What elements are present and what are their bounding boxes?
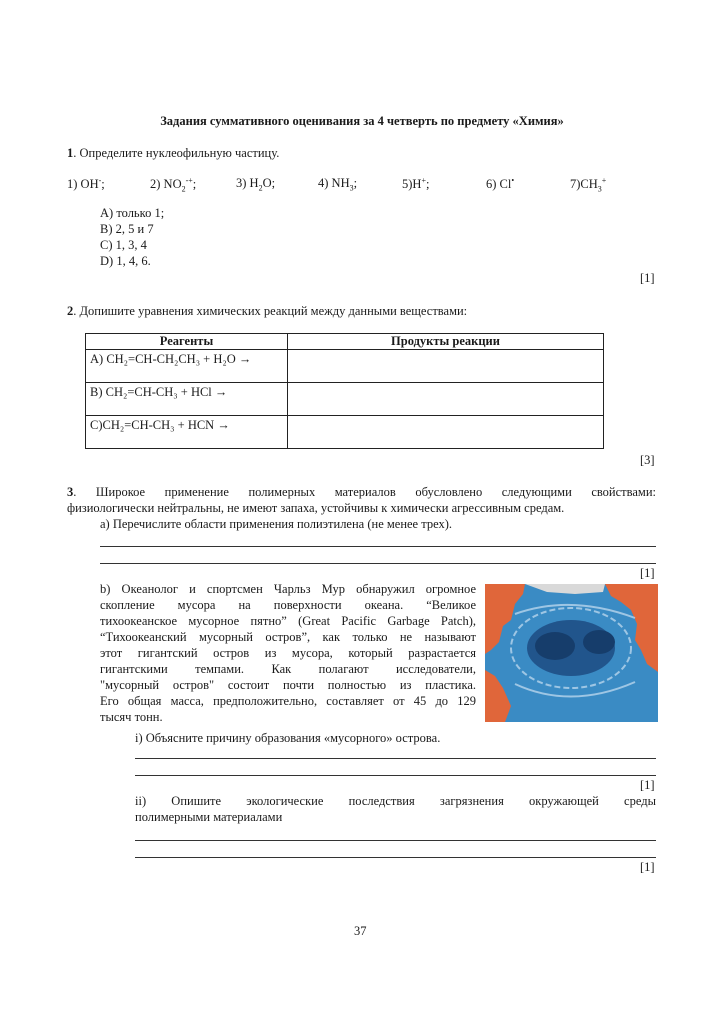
reactions-table bbox=[85, 333, 604, 449]
q3-part-ii-line2: полимерными материалами bbox=[135, 810, 283, 824]
q3-prompt-line2: физиологически нейтральны, не имеют запаха, устойчивы к химически агрессивным средам. bbox=[67, 501, 565, 515]
table-row bbox=[86, 350, 604, 383]
product-cell[interactable] bbox=[288, 383, 604, 416]
q3-b-line-4: “Тихоокеанский мусорный остров”, как только не называют bbox=[100, 630, 476, 644]
q2-score: [3] bbox=[640, 453, 655, 467]
q3-b-line-9: тысяч тонн. bbox=[100, 710, 163, 724]
page-title: Задания суммативного оценивания за 4 четверть по предмету «Химия» bbox=[160, 114, 564, 128]
q1-option-c: C) 1, 3, 4 bbox=[100, 238, 147, 252]
q1-particle-2: 2) $NO_2^{-+}$; bbox=[150, 176, 197, 194]
q3-b-line-1: b) Океанолог и спортсмен Чарльз Мур обнаружил огромное bbox=[100, 582, 476, 596]
q3-b-line-5: этот гигантский остров из мусора, который разрастается bbox=[100, 646, 476, 660]
product-cell[interactable] bbox=[288, 416, 604, 449]
answer-line[interactable] bbox=[135, 840, 656, 841]
q3-b-line-7: "мусорный остров" состоит почти полностью из пластика. bbox=[100, 678, 476, 692]
answer-line[interactable] bbox=[100, 546, 656, 547]
q1-particle-5: 5)H+; bbox=[402, 176, 430, 192]
reagent-cell: B) CH₂=CH-CH₃ + HCl → bbox=[86, 383, 288, 416]
answer-line[interactable] bbox=[135, 758, 656, 759]
q1-particle-7: $7)CH_3^+$ bbox=[570, 176, 607, 194]
q3-b-line-8: Его общая масса, предположительно, составляет от 45 до 129 bbox=[100, 694, 476, 708]
page-number: 37 bbox=[354, 924, 367, 938]
q1-number: 1 bbox=[67, 146, 74, 160]
q3-part-ii-line1: ii) Опишите экологические последствия загрязнения окружающей среды bbox=[135, 794, 656, 808]
header-products: Продукты реакции bbox=[288, 334, 604, 350]
answer-line[interactable] bbox=[135, 857, 656, 858]
pacific-ocean-map-icon bbox=[485, 584, 658, 722]
reagent-cell: A) CH₂=CH-CH₂CH₃ + H₂O → bbox=[86, 350, 288, 383]
answer-line[interactable] bbox=[135, 775, 656, 776]
q3-a-score: [1] bbox=[640, 566, 655, 580]
q3-number: 3 bbox=[67, 485, 74, 499]
q3-b-line-3: тихоокеанское мусорное пятно” (Great Pacific Garbage Patch), bbox=[100, 614, 476, 628]
table-header-row bbox=[86, 334, 604, 350]
q3-b-line-2: скопление мусора на поверхности океана. “Великое bbox=[100, 598, 476, 612]
q1-particle-6: 6) Cl• bbox=[486, 176, 515, 192]
q1-option-a: A) только 1; bbox=[100, 206, 165, 220]
garbage-patch-map-image bbox=[485, 584, 658, 722]
q3-i-score: [1] bbox=[640, 778, 655, 792]
q1-particle-4: 4) $NH_3$; bbox=[318, 176, 358, 193]
q1-score: [1] bbox=[640, 271, 655, 285]
q3-part-a: a) Перечислите области применения полиэтилена (не менее трех). bbox=[100, 517, 453, 531]
q2-number: 2 bbox=[67, 304, 74, 318]
q1-option-d: D) 1, 4, 6. bbox=[100, 254, 151, 268]
q1-prompt bbox=[67, 146, 279, 161]
answer-line[interactable] bbox=[100, 563, 656, 564]
q3-part-i: i) Объясните причину образования «мусорного» острова. bbox=[135, 731, 441, 745]
header-reagents: Реагенты bbox=[86, 334, 288, 350]
q1-option-b: B) 2, 5 и 7 bbox=[100, 222, 154, 236]
product-cell[interactable] bbox=[288, 350, 604, 383]
q1-text: . Определите нуклеофильную частицу. bbox=[73, 146, 280, 160]
q3-b-line-6: гигантскими темпами. Как полагают исследователи, bbox=[100, 662, 476, 676]
q2-text: . Допишите уравнения химических реакций между данными веществами: bbox=[73, 304, 468, 318]
q1-particle-3: 3) $H_2O$; bbox=[236, 176, 276, 193]
q3-ii-score: [1] bbox=[640, 860, 655, 874]
q2-prompt bbox=[67, 304, 467, 319]
table-row bbox=[86, 416, 604, 449]
reagent-cell: C)CH₂=CH-CH₃ + HCN → bbox=[86, 416, 288, 449]
q1-particle-1: 1) OH-; bbox=[67, 176, 105, 192]
table-row bbox=[86, 383, 604, 416]
q3-prompt-line1: 3. Широкое применение полимерных материалов обусловлено следующими свойствами: bbox=[67, 485, 656, 499]
